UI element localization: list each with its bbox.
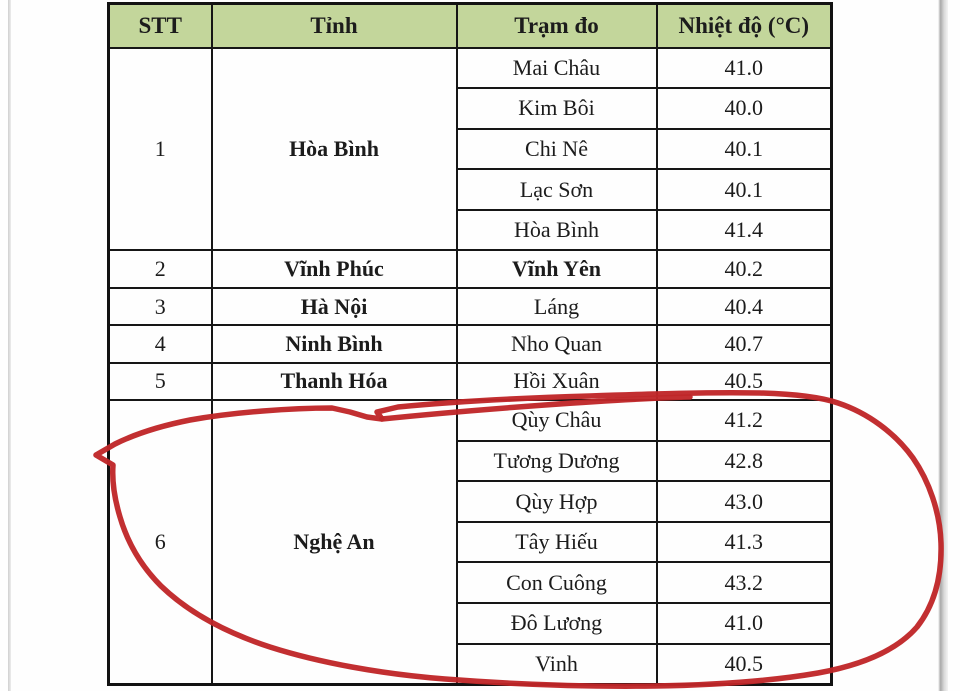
province-cell: Hà Nội — [212, 288, 457, 325]
column-header-province: Tỉnh — [212, 4, 457, 48]
table-row — [109, 400, 832, 441]
stt-cell: 1 — [109, 48, 212, 251]
stt-cell: 5 — [109, 363, 212, 400]
station-cell: Tây Hiếu — [457, 522, 657, 563]
temperature-cell: 40.5 — [657, 363, 832, 400]
table-row — [109, 325, 832, 362]
table-body — [109, 48, 832, 685]
province-cell: Vĩnh Phúc — [212, 250, 457, 287]
station-cell: Chi Nê — [457, 129, 657, 170]
table-row — [109, 250, 832, 287]
station-cell: Kim Bôi — [457, 88, 657, 129]
column-header-temperature: Nhiệt độ (°C) — [657, 4, 832, 48]
stt-cell: 3 — [109, 288, 212, 325]
stt-cell: 6 — [109, 400, 212, 684]
temperature-cell: 41.3 — [657, 522, 832, 563]
column-header-station: Trạm đo — [457, 4, 657, 48]
station-cell: Qùy Châu — [457, 400, 657, 441]
province-cell: Hòa Bình — [212, 48, 457, 251]
stt-cell: 2 — [109, 250, 212, 287]
temperature-cell: 41.2 — [657, 400, 832, 441]
province-cell: Thanh Hóa — [212, 363, 457, 400]
province-cell: Ninh Bình — [212, 325, 457, 362]
stt-cell: 4 — [109, 325, 212, 362]
photo-right-border — [938, 0, 948, 691]
table-row — [109, 288, 832, 325]
station-cell: Qùy Hợp — [457, 481, 657, 522]
station-cell: Mai Châu — [457, 48, 657, 89]
temperature-cell: 41.0 — [657, 48, 832, 89]
station-cell: Lạc Sơn — [457, 169, 657, 210]
temperature-cell: 40.1 — [657, 169, 832, 210]
station-cell: Hồi Xuân — [457, 363, 657, 400]
temperature-cell: 41.0 — [657, 603, 832, 644]
temperature-cell: 43.2 — [657, 562, 832, 603]
table-row — [109, 48, 832, 89]
station-cell: Vinh — [457, 644, 657, 685]
header-row — [109, 4, 832, 48]
temperature-cell: 40.1 — [657, 129, 832, 170]
station-cell: Láng — [457, 288, 657, 325]
photo-left-border — [8, 0, 11, 691]
station-cell: Vĩnh Yên — [457, 250, 657, 287]
temperature-table — [107, 2, 833, 686]
station-cell: Con Cuông — [457, 562, 657, 603]
temperature-cell: 41.4 — [657, 210, 832, 251]
column-header-stt: STT — [109, 4, 212, 48]
station-cell: Hòa Bình — [457, 210, 657, 251]
station-cell: Nho Quan — [457, 325, 657, 362]
temperature-cell: 40.2 — [657, 250, 832, 287]
temperature-cell: 40.4 — [657, 288, 832, 325]
temperature-cell: 42.8 — [657, 441, 832, 482]
temperature-cell: 40.7 — [657, 325, 832, 362]
temperature-cell: 40.5 — [657, 644, 832, 685]
table-row — [109, 363, 832, 400]
temperature-cell: 40.0 — [657, 88, 832, 129]
province-cell: Nghệ An — [212, 400, 457, 684]
temperature-cell: 43.0 — [657, 481, 832, 522]
station-cell: Tương Dương — [457, 441, 657, 482]
station-cell: Đô Lương — [457, 603, 657, 644]
